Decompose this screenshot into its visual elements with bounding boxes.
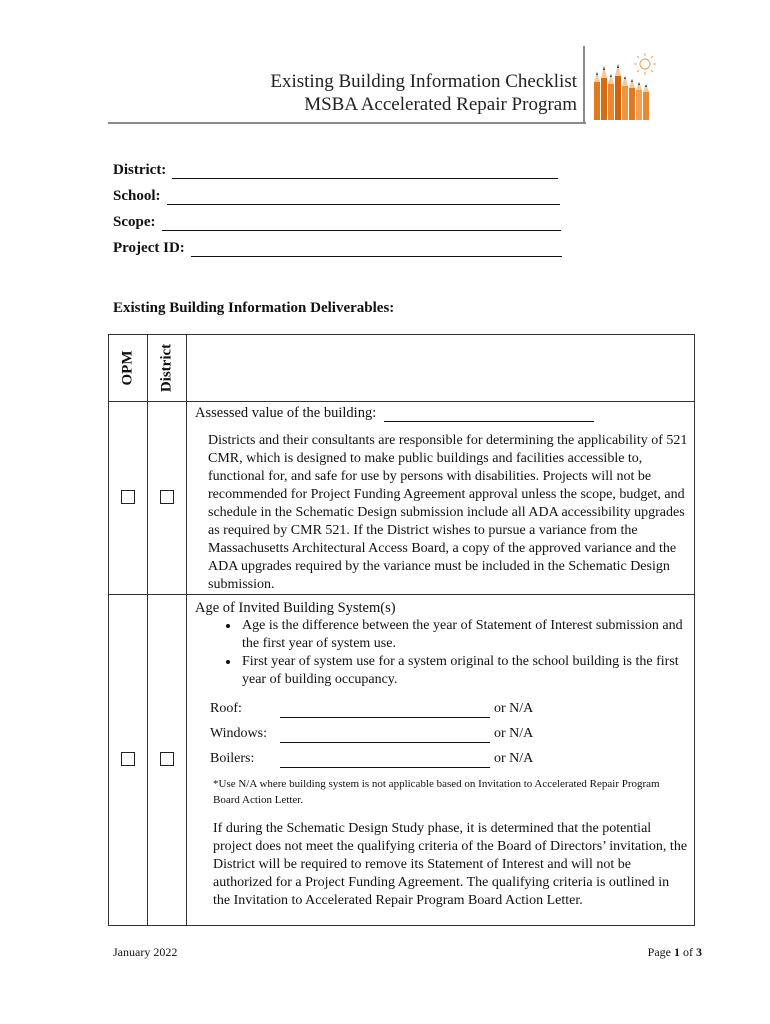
table-row bbox=[109, 595, 695, 926]
opm-cell bbox=[109, 595, 148, 926]
opm-checkbox-2[interactable] bbox=[121, 752, 135, 766]
project-id-label: Project ID: bbox=[113, 240, 185, 256]
district-label: District: bbox=[113, 162, 167, 178]
roof-row bbox=[210, 693, 688, 718]
page-number: Page 1 of 3 bbox=[647, 945, 702, 959]
deliverable-cell bbox=[187, 402, 695, 595]
project-id-field bbox=[113, 240, 562, 257]
assessed-value-label: Assessed value of the building: bbox=[195, 405, 377, 421]
school-label: School: bbox=[113, 188, 161, 204]
header-empty-cell bbox=[187, 335, 695, 402]
windows-na: or N/A bbox=[494, 726, 534, 741]
na-note: *Use N/A where building system is not applicable based on Invitation to Accelerated Repair Program Board Action Letter. bbox=[213, 778, 660, 806]
roof-label: Roof: bbox=[210, 701, 242, 716]
opm-column-header: OPM bbox=[109, 335, 148, 402]
title-line-1: Existing Building Information Checklist bbox=[270, 71, 577, 92]
district-cell bbox=[148, 402, 187, 595]
opm-checkbox-1[interactable] bbox=[121, 490, 135, 504]
table-row bbox=[109, 402, 695, 595]
scope-input-line[interactable] bbox=[162, 216, 561, 231]
boilers-input-line[interactable] bbox=[280, 754, 490, 768]
msba-pencils-logo bbox=[590, 48, 660, 124]
windows-label: Windows: bbox=[210, 726, 267, 741]
roof-input-line[interactable] bbox=[280, 704, 490, 718]
assessed-value-row bbox=[195, 404, 688, 422]
boilers-label: Boilers: bbox=[210, 751, 255, 766]
roof-na: or N/A bbox=[494, 701, 534, 716]
windows-input-line[interactable] bbox=[280, 729, 490, 743]
district-field bbox=[113, 162, 558, 179]
pencil-group bbox=[594, 64, 649, 120]
title-line-2: MSBA Accelerated Repair Program bbox=[304, 94, 577, 115]
scope-field bbox=[113, 214, 561, 231]
deliverables-table bbox=[108, 334, 695, 926]
district-input-line[interactable] bbox=[172, 164, 558, 179]
section-title: Existing Building Information Deliverables: bbox=[113, 300, 395, 316]
header-rule bbox=[108, 122, 586, 124]
district-cell bbox=[148, 595, 187, 926]
accessibility-paragraph: Districts and their consultants are responsible for determining the applicability of 521 CMR, which is designed to make public buildings and facilities accessible to, functional for, and safe for use by persons with disabilities. Projects will not be recommended for Project Funding Agreement approval unless the scope, budget, and schedule in the Schematic Design submission include all ADA accessibility upgrades as required by CMR 521. If the District wishes to pursue a variance from the Massachusetts Architectural Access Board, a copy of the approved variance and the ADA upgrades required by the variance must be included in the Schematic Design submission. bbox=[208, 433, 688, 592]
boilers-row bbox=[210, 743, 688, 768]
sun-icon bbox=[634, 53, 656, 75]
assessed-value-line[interactable] bbox=[384, 408, 594, 422]
district-checkbox-1[interactable] bbox=[160, 490, 174, 504]
project-id-input-line[interactable] bbox=[191, 242, 562, 257]
deliverable-cell bbox=[187, 595, 695, 926]
age-heading: Age of Invited Building System(s) bbox=[195, 600, 396, 616]
windows-row bbox=[210, 718, 688, 743]
building-systems bbox=[210, 693, 688, 768]
footer-date: January 2022 bbox=[113, 945, 178, 959]
list-item: • Age is the difference between the year of Statement of Interest submission and the first year of system use. bbox=[240, 617, 688, 653]
school-field bbox=[113, 188, 560, 205]
table-header-row bbox=[109, 335, 695, 402]
header-vertical-rule bbox=[583, 46, 585, 124]
boilers-na: or N/A bbox=[494, 751, 534, 766]
district-checkbox-2[interactable] bbox=[160, 752, 174, 766]
district-column-header: District bbox=[148, 335, 187, 402]
age-bullet-list bbox=[195, 617, 688, 689]
scope-label: Scope: bbox=[113, 214, 156, 230]
school-input-line[interactable] bbox=[167, 190, 560, 205]
qualifying-criteria-paragraph: If during the Schematic Design Study phase, it is determined that the potential project does not meet the qualifying criteria of the Board of Directors’ invitation, the District will be required to remove its Statement of Interest and will not be authorized for a Project Funding Agreement. The qualifying criteria is outlined in the Invitation to Accelerated Repair Program Board Action Letter. bbox=[213, 821, 688, 908]
opm-cell bbox=[109, 402, 148, 595]
document-title bbox=[270, 70, 577, 116]
list-item: • First year of system use for a system original to the school building is the first year of building occupancy. bbox=[240, 653, 688, 689]
